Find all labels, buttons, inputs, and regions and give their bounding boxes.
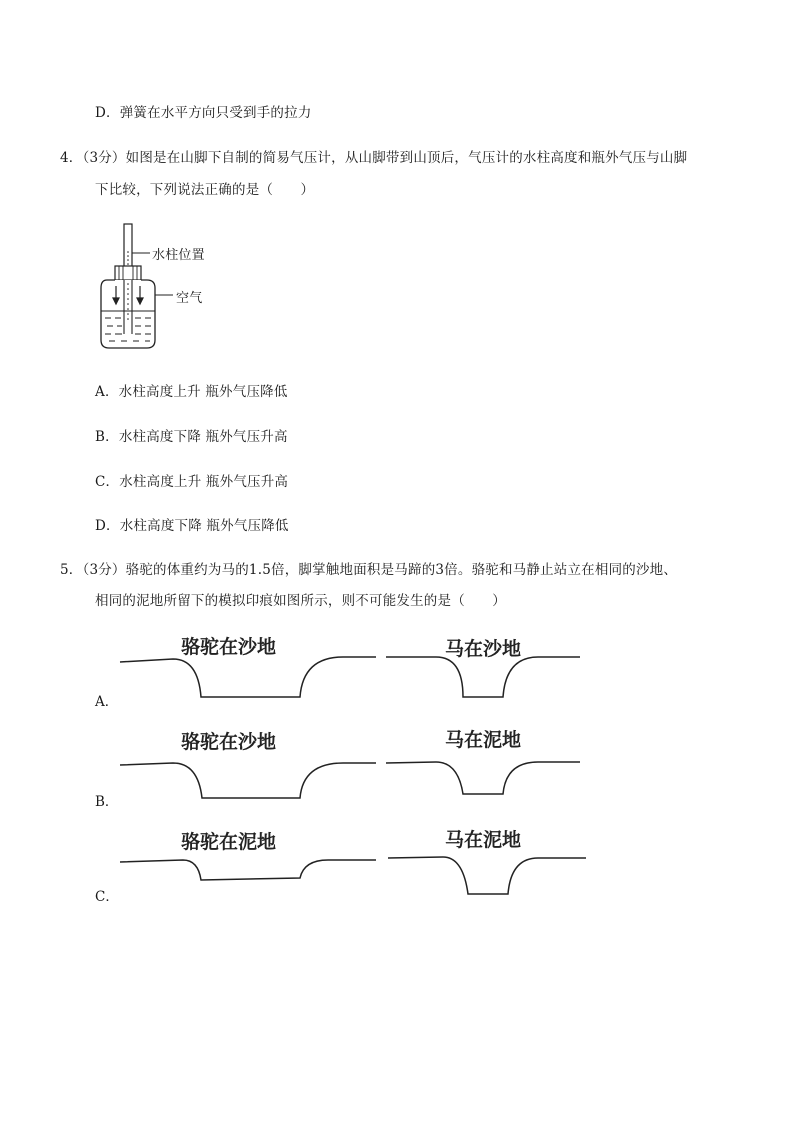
option-a-camel-imprint — [120, 657, 376, 697]
question-5-stem-line1: 5．（3分）骆驼的体重约为马的1.5倍，脚掌触地面积是马蹄的3倍。骆驼和马静止站立在相同的沙地、 — [60, 562, 678, 578]
prev-question-option-d: D．弹簧在水平方向只受到手的拉力 — [95, 105, 312, 121]
option-c-imprint-diagram — [118, 850, 588, 900]
figure-label-water-position: 水柱位置 — [152, 248, 205, 263]
question-5-option-c[interactable]: C． — [95, 889, 119, 905]
question-4-option-a[interactable]: A．水柱高度上升 瓶外气压降低 — [95, 384, 288, 400]
option-a-left-label: 骆驼在沙地 — [181, 636, 277, 658]
question-4-stem-line2: 下比较，下列说法正确的是（ ） — [95, 182, 315, 198]
option-a-imprint-diagram — [118, 652, 588, 702]
option-b-right-label: 马在泥地 — [445, 729, 522, 751]
option-c-horse-imprint — [388, 857, 586, 894]
option-b-camel-imprint — [120, 763, 376, 798]
question-5-option-a[interactable]: A． — [95, 694, 119, 710]
option-b-horse-imprint — [386, 762, 580, 794]
option-c-left-label: 骆驼在泥地 — [181, 831, 277, 853]
option-c-camel-imprint — [120, 860, 376, 880]
barometer-tube — [124, 224, 132, 268]
question-4-option-c[interactable]: C．水柱高度上升 瓶外气压升高 — [95, 474, 289, 490]
barometer-figure — [95, 222, 225, 352]
option-a-horse-imprint — [386, 657, 580, 697]
question-5-option-b[interactable]: B． — [95, 794, 119, 810]
question-4-option-d[interactable]: D．水柱高度下降 瓶外气压降低 — [95, 518, 289, 534]
question-5-stem-line2: 相同的泥地所留下的模拟印痕如图所示，则不可能发生的是（ ） — [95, 593, 506, 609]
option-c-right-label: 马在泥地 — [445, 829, 522, 851]
question-4-stem-line1: 4．（3分）如图是在山脚下自制的简易气压计，从山脚带到山顶后，气压计的水柱高度和瓶外气压与山脚 — [60, 150, 688, 166]
question-4-option-b[interactable]: B．水柱高度下降 瓶外气压升高 — [95, 429, 288, 445]
option-b-imprint-diagram — [118, 750, 588, 802]
option-a-right-label: 马在沙地 — [445, 638, 522, 660]
option-b-left-label: 骆驼在沙地 — [181, 731, 277, 753]
figure-label-air: 空气 — [176, 291, 203, 306]
